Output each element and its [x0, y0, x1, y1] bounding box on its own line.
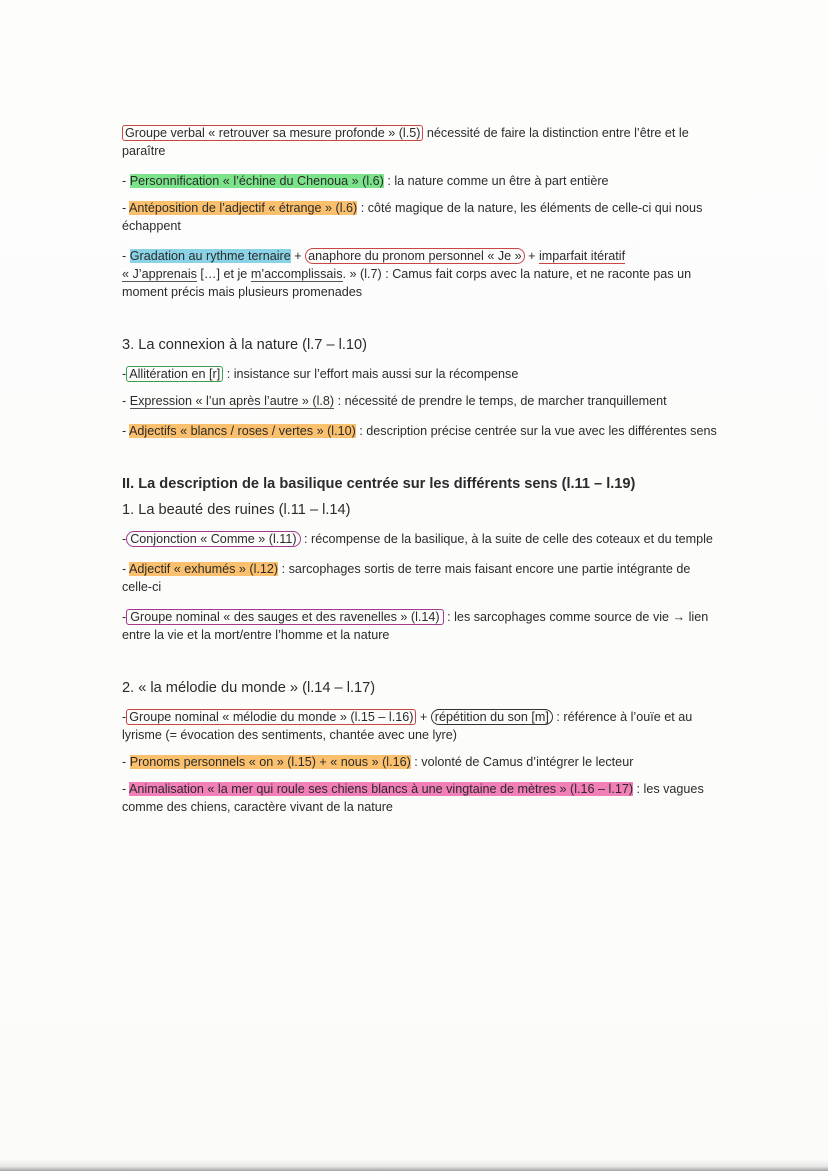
dash: - [122, 394, 130, 408]
note-text: : insistance sur l’effort mais aussi sur la récompense [223, 367, 519, 381]
note-text: : les vagues comme des chiens, caractère vivant de la nature [122, 782, 704, 814]
note-text: . » (l.7) : Camus fait corps avec la nature, et ne raconte pas un moment précis mais plusieurs promenades [122, 267, 692, 299]
dash: - [122, 424, 129, 438]
underlined-term: « J’apprenais [122, 267, 197, 281]
circled-term: Conjonction « Comme » (l.11) [126, 531, 300, 547]
note-text: : référence à l’ouïe et au lyrisme (= évocation des sentiments, chantée avec une lyre) [122, 710, 693, 742]
note-text: : les sarcophages comme source de vie → lien entre la vie et la mort/entre l’homme et la nature [122, 610, 709, 642]
boxed-term: Allitération en [r] [126, 366, 223, 382]
circled-term: répétition du son [m] [431, 709, 553, 725]
circled-term: anaphore du pronom personnel « Je » [305, 248, 525, 264]
note-item [122, 708, 722, 744]
underlined-term: imparfait itératif [538, 249, 626, 263]
section-heading: 1. La beauté des ruines (l.11 – l.14) [122, 502, 351, 518]
note-item [122, 247, 722, 301]
note-text: : la nature comme un être à part entière [383, 174, 609, 188]
highlighted-term: Personnification « l’échine du Chenoua » (l.6) [129, 174, 384, 188]
note-text: : volonté de Camus d’intégrer le lecteur [410, 755, 634, 769]
plus-sign: + [290, 249, 306, 263]
boxed-term: Groupe nominal « mélodie du monde » (l.15 – l.16) [126, 709, 416, 725]
highlighted-term: Pronoms personnels « on » (l.15) + « nous » (l.16) [129, 755, 411, 769]
note-text: nécessité de faire la distinction entre l’être et le paraître [122, 126, 689, 158]
highlighted-term: Animalisation « la mer qui roule ses chiens blancs à une vingtaine de mètres » (l.16 – l.17) [129, 782, 634, 796]
dash: - [122, 710, 127, 724]
dash: - [122, 174, 130, 188]
note-item [122, 560, 722, 596]
dash: - [122, 755, 130, 769]
notes-content [122, 124, 722, 828]
note-item [122, 172, 722, 190]
note-text: : description précise centrée sur la vue avec les différentes sens [355, 424, 717, 438]
note-text: : côté magique de la nature, les éléments de celle-ci qui nous échappent [122, 201, 703, 233]
section-heading: 3. La connexion à la nature (l.7 – l.10) [122, 337, 368, 353]
note-text: : sarcophages sortis de terre mais faisant encore une partie intégrante de celle-ci [122, 562, 691, 594]
dash: - [122, 367, 127, 381]
dash: - [122, 562, 129, 576]
plus-sign: + [416, 710, 431, 724]
dash: - [122, 532, 127, 546]
note-item [122, 780, 722, 816]
note-item [122, 124, 722, 160]
note-item [122, 365, 722, 383]
note-item [122, 422, 722, 440]
highlighted-term: Antéposition de l’adjectif « étrange » (l.6) [129, 201, 358, 215]
note-item [122, 608, 722, 644]
highlighted-term: Adjectif « exhumés » (l.12) [129, 562, 279, 576]
note-item [122, 753, 722, 771]
dash: - [122, 249, 130, 263]
note-item [122, 530, 722, 548]
dash: - [122, 782, 129, 796]
boxed-term: Groupe nominal « des sauges et des ravenelles » (l.14) [126, 609, 443, 625]
note-text: […] et je [196, 267, 251, 281]
highlighted-term: Adjectifs « blancs / roses / vertes » (l.10) [129, 424, 356, 438]
dash: - [122, 610, 127, 624]
part-heading: II. La description de la basilique centrée sur les différents sens (l.11 – l.19) [122, 476, 636, 492]
note-item [122, 199, 722, 235]
plus-sign: + [524, 249, 539, 263]
highlighted-term: Gradation au rythme ternaire [129, 249, 291, 263]
dash: - [122, 201, 129, 215]
underlined-term: m’accomplissais [250, 267, 343, 281]
section-heading: 2. « la mélodie du monde » (l.14 – l.17) [122, 680, 376, 696]
note-text: : nécessité de prendre le temps, de marcher tranquillement [334, 394, 667, 408]
note-item [122, 392, 722, 410]
note-text: : récompense de la basilique, à la suite de celle des coteaux et du temple [300, 532, 713, 546]
boxed-term: Groupe verbal « retrouver sa mesure profonde » (l.5) [122, 125, 423, 141]
underlined-term: Expression « l’un après l’autre » (l.8) [129, 394, 335, 408]
